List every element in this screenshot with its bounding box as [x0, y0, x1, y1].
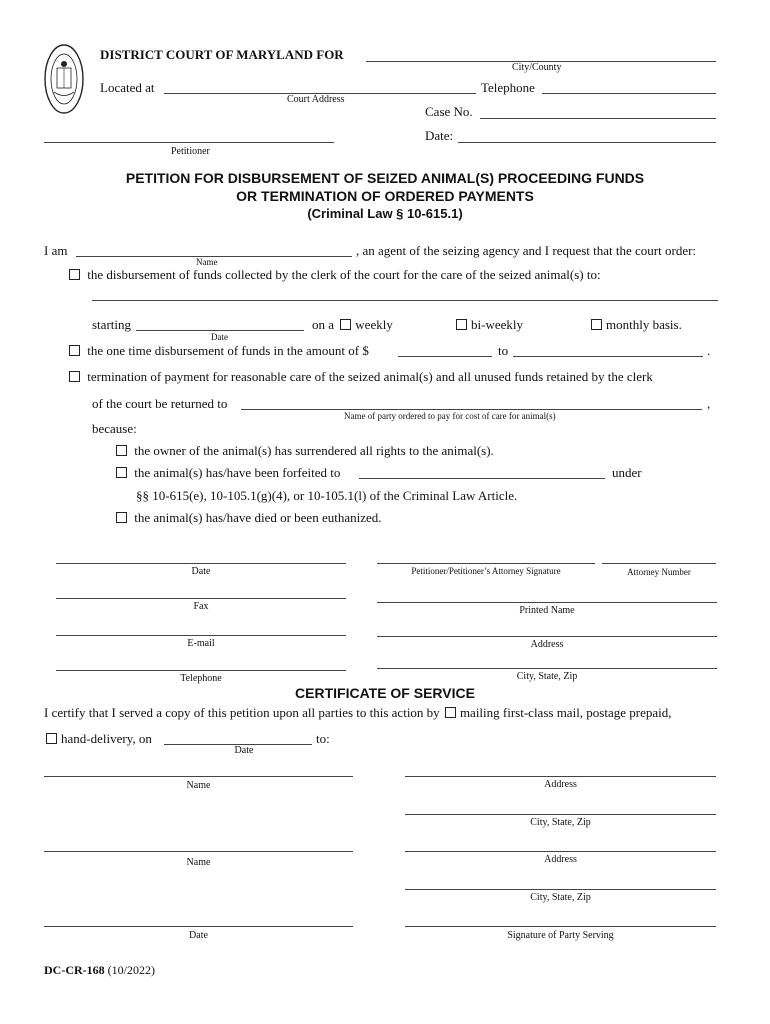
sig-telephone-line[interactable] — [56, 670, 346, 671]
sig-date-caption: Date — [191, 566, 211, 577]
court-seal-icon — [44, 44, 84, 114]
certify-text: I certify that I served a copy of this petition upon all parties to this action by — [44, 705, 440, 720]
reason-surrendered-text: the owner of the animal(s) has surrendered all rights to the animal(s). — [134, 443, 494, 458]
attorney-number-caption: Attorney Number — [627, 567, 691, 577]
hand-delivery-checkbox[interactable] — [46, 733, 57, 744]
amount-line[interactable] — [398, 356, 492, 357]
signature-caption: Petitioner/Petitioner’s Attorney Signature — [411, 566, 561, 576]
disbursement-recipient-line[interactable] — [92, 300, 718, 301]
court-address-caption: Court Address — [287, 94, 345, 105]
petitioner-caption: Petitioner — [171, 146, 210, 157]
service-address-1-line[interactable] — [405, 776, 716, 777]
certificate-heading: CERTIFICATE OF SERVICE — [295, 685, 475, 701]
option-one-time-text: the one time disbursement of funds in the amount of $ — [87, 343, 369, 358]
court-title: DISTRICT COURT OF MARYLAND FOR — [100, 47, 344, 62]
frequency-biweekly — [456, 317, 523, 333]
starting-date-caption: Date — [211, 332, 228, 342]
one-time-recipient-line[interactable] — [513, 356, 703, 357]
agent-text: , an agent of the seizing agency and I request that the court order: — [356, 243, 697, 258]
serving-signature-caption: Signature of Party Serving — [507, 930, 614, 941]
service-address-2-line[interactable] — [405, 851, 716, 852]
form-id: DC-CR-168 — [44, 963, 105, 977]
starting-label: starting — [92, 317, 131, 332]
printed-name-caption: Printed Name — [519, 605, 575, 616]
statutes-text: §§ 10-615(e), 10-105.1(g)(4), or 10-105.1(l) of the Criminal Law Article. — [136, 488, 518, 503]
weekly-checkbox[interactable] — [340, 319, 351, 330]
reason-died-text: the animal(s) has/have died or been euthanized. — [134, 510, 382, 525]
printed-name-line[interactable] — [377, 602, 717, 603]
biweekly-checkbox[interactable] — [456, 319, 467, 330]
service-address-2-caption: Address — [544, 854, 577, 865]
one-time-checkbox[interactable] — [69, 345, 80, 356]
i-am-label: I am — [44, 243, 68, 258]
service-name-1-caption: Name — [186, 780, 211, 791]
one-time-to-label: to — [498, 343, 509, 358]
because-label: because: — [92, 421, 137, 436]
returned-to-line[interactable] — [241, 409, 702, 410]
hand-delivery-line — [46, 731, 152, 747]
service-name-1-line[interactable] — [44, 776, 353, 777]
on-a-label: on a — [312, 317, 335, 332]
weekly-label: weekly — [355, 317, 393, 332]
sig-telephone-caption: Telephone — [180, 673, 222, 684]
service-city-1-caption: City, State, Zip — [530, 817, 591, 828]
petitioner-line[interactable] — [44, 142, 334, 143]
serving-signature-line[interactable] — [405, 926, 716, 927]
died-checkbox[interactable] — [116, 512, 127, 523]
monthly-label: monthly basis. — [606, 317, 682, 332]
service-city-2-caption: City, State, Zip — [530, 892, 591, 903]
city-county-caption: City/County — [512, 62, 562, 73]
period-mark: . — [707, 343, 711, 358]
city-state-zip-line[interactable] — [377, 668, 717, 669]
header-date-line[interactable] — [458, 142, 716, 143]
option-one-time — [69, 343, 369, 359]
fax-line[interactable] — [56, 598, 346, 599]
service-city-1-line[interactable] — [405, 814, 716, 815]
fax-caption: Fax — [193, 601, 209, 612]
form-footer — [44, 963, 155, 978]
title-line-2: OR TERMINATION OF ORDERED PAYMENTS — [236, 188, 534, 204]
email-caption: E-mail — [187, 638, 215, 649]
service-name-2-caption: Name — [186, 857, 211, 868]
disbursement-checkbox[interactable] — [69, 269, 80, 280]
email-line[interactable] — [56, 635, 346, 636]
hand-delivery-label: hand-delivery, on — [61, 731, 152, 746]
signature-line[interactable] — [377, 563, 595, 564]
service-date-caption: Date — [234, 745, 254, 756]
starting-date-line[interactable] — [136, 330, 304, 331]
reason-surrendered — [116, 443, 494, 459]
option-disbursement-text: the disbursement of funds collected by the clerk of the court for the care of the seized animal(s) to: — [87, 267, 601, 282]
mailing-label: mailing first-class mail, postage prepaid, — [459, 705, 672, 720]
case-no-line[interactable] — [480, 118, 716, 119]
certify-line — [44, 705, 672, 721]
form-revision: (10/2022) — [107, 963, 155, 977]
frequency-monthly — [591, 317, 682, 333]
located-at-label: Located at — [100, 80, 155, 95]
termination-checkbox[interactable] — [69, 371, 80, 382]
service-address-1-caption: Address — [544, 779, 577, 790]
telephone-line[interactable] — [542, 93, 716, 94]
name-caption: Name — [196, 257, 218, 267]
sig-date-line[interactable] — [56, 563, 346, 564]
date-label: Date: — [425, 128, 454, 143]
party-caption: Name of party ordered to pay for cost of care for animal(s) — [344, 411, 556, 421]
address-line[interactable] — [377, 636, 717, 637]
monthly-checkbox[interactable] — [591, 319, 602, 330]
mailing-checkbox[interactable] — [445, 707, 456, 718]
comma-mark: , — [707, 396, 711, 411]
title-line-1: PETITION FOR DISBURSEMENT OF SEIZED ANIMAL(S) PROCEEDING FUNDS — [125, 170, 645, 186]
service-name-2-line[interactable] — [44, 851, 353, 852]
city-state-zip-caption: City, State, Zip — [516, 671, 578, 682]
option-termination — [69, 369, 653, 385]
forfeited-to-line[interactable] — [359, 478, 605, 479]
under-label: under — [612, 465, 642, 480]
address-caption: Address — [530, 639, 564, 650]
service-to-label: to: — [316, 731, 330, 746]
forfeited-checkbox[interactable] — [116, 467, 127, 478]
reason-died — [116, 510, 382, 526]
returned-to-label: of the court be returned to — [92, 396, 228, 411]
reason-forfeited-text: the animal(s) has/have been forfeited to — [134, 465, 341, 480]
service-city-2-line[interactable] — [405, 889, 716, 890]
attorney-number-line[interactable] — [602, 563, 716, 564]
option-termination-text: termination of payment for reasonable care of the seized animal(s) and all unused funds retained by the clerk — [87, 369, 653, 384]
surrendered-checkbox[interactable] — [116, 445, 127, 456]
option-disbursement — [69, 267, 601, 283]
reason-forfeited — [116, 465, 340, 481]
service-date-2-line[interactable] — [44, 926, 353, 927]
title-line-3: (Criminal Law § 10-615.1) — [307, 206, 463, 221]
biweekly-label: bi-weekly — [471, 317, 523, 332]
frequency-weekly — [312, 317, 393, 333]
service-date-2-caption: Date — [189, 930, 208, 941]
telephone-label: Telephone — [481, 80, 535, 95]
case-no-label: Case No. — [425, 104, 473, 119]
